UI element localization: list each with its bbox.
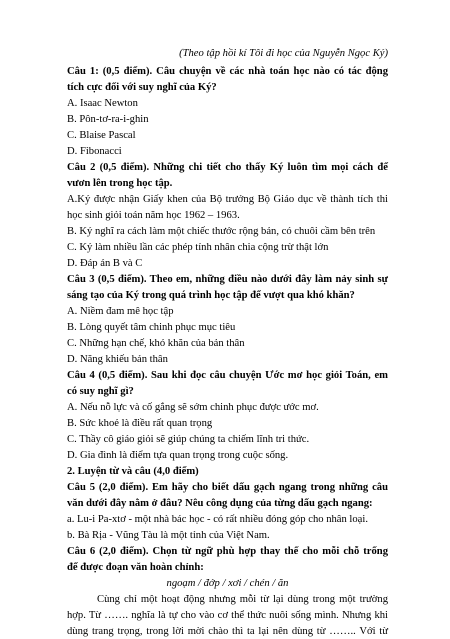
question-4-option-c: C. Thầy cô giáo giỏi sẽ giúp chúng ta chiếm lĩnh tri thức.: [67, 434, 310, 445]
question-6-title-line-2: để được đoạn văn hoàn chỉnh:: [67, 562, 204, 573]
question-3-title-line-1: Câu 3 (0,5 điểm). Theo em, những điều nào dưới đây làm nảy sinh sự: [67, 274, 388, 285]
question-4-title-line-2: có suy nghĩ gì?: [67, 386, 134, 397]
question-1-title-line-1: Câu 1: (0,5 điểm). Câu chuyện về các nhà toán học nào có tác động: [67, 66, 388, 77]
question-5-title-line-2: văn dưới đây nằm ở đâu? Nêu công dụng của từng dấu gạch ngang:: [67, 498, 373, 509]
question-2-title-line-1: Câu 2 (0,5 điểm). Những chi tiết cho thấy Ký luôn tìm mọi cách để: [67, 162, 388, 173]
question-2-option-d: D. Đáp án B và C: [67, 258, 143, 269]
question-6-paragraph-line-3: dùng trang trọng, trong lời mời chào thì ta lại nên dùng từ …….. Với từ: [67, 626, 388, 637]
question-1-option-a: A. Isaac Newton: [67, 98, 138, 109]
question-4-option-d: D. Gia đình là điểm tựa quan trọng trong cuộc sống.: [67, 450, 289, 461]
question-2-option-a-line-1: A.Ký được nhận Giấy khen của Bộ trưởng Bộ Giáo dục về thành tích thi: [67, 194, 388, 205]
question-3-title-line-2: sáng tạo của Ký trong quá trình học tập để vượt qua khó khăn?: [67, 290, 355, 301]
question-5-item-a: a. Lu-i Pa-xtơ - một nhà bác học - có rất nhiều đóng góp cho nhân loại.: [67, 514, 368, 525]
question-3-option-a: A. Niềm đam mê học tập: [67, 306, 174, 317]
question-1-option-c: C. Blaise Pascal: [67, 130, 136, 141]
question-1-option-d: D. Fibonacci: [67, 146, 122, 157]
question-6-paragraph-line-2: hợp. Từ ……. nghĩa là tự cho vào cơ thể thức nuôi sống mình. Nhưng khi: [67, 610, 388, 621]
question-2-option-a-line-2: học sinh giỏi toán năm học 1962 – 1963.: [67, 210, 240, 221]
question-6-title-line-1: Câu 6 (2,0 điểm). Chọn từ ngữ phù hợp thay thế cho mỗi chỗ trống: [67, 546, 388, 557]
question-3-option-b: B. Lòng quyết tâm chinh phục mục tiêu: [67, 322, 236, 333]
section-2-heading: 2. Luyện từ và câu (4,0 điểm): [67, 466, 199, 477]
source-citation: (Theo tập hồi kí Tôi đi học của Nguyễn Ngọc Ký): [179, 48, 388, 59]
question-5-title-line-1: Câu 5 (2,0 điểm). Em hãy cho biết dấu gạch ngang trong những câu: [67, 482, 388, 493]
question-5-item-b: b. Bà Rịa - Vũng Tàu là một tỉnh của Việt Nam.: [67, 530, 270, 541]
question-3-option-c: C. Những hạn chế, khó khăn của bản thân: [67, 338, 245, 349]
question-6-word-bank: ngoạm / đớp / xơi / chén / ăn: [166, 578, 289, 589]
question-6-paragraph-line-1: Cùng chỉ một hoạt động nhưng mỗi từ lại dùng trong một trường: [97, 594, 388, 605]
question-4-title-line-1: Câu 4 (0,5 điểm). Sau khi đọc câu chuyện Ước mơ học giỏi Toán, em: [67, 370, 388, 381]
question-4-option-a: A. Nếu nỗ lực và cố gắng sẽ sớm chinh phục được ước mơ.: [67, 402, 319, 413]
question-4-option-b: B. Sức khoẻ là điều rất quan trọng: [67, 418, 213, 429]
question-1-option-b: B. Pôn-tơ-ra-i-ghin: [67, 114, 149, 125]
question-2-option-b: B. Ký nghĩ ra cách làm một chiếc thước rộng bản, có chuôi cầm bên trên: [67, 226, 376, 237]
question-2-title-line-2: vươn lên trong học tập.: [67, 178, 173, 189]
question-3-option-d: D. Năng khiếu bản thân: [67, 354, 168, 365]
question-1-title-line-2: tích cực đối với suy nghĩ của Ký?: [67, 82, 217, 93]
question-2-option-c: C. Ký làm nhiều lần các phép tính nhân chia cộng trừ thật lớn: [67, 242, 329, 253]
